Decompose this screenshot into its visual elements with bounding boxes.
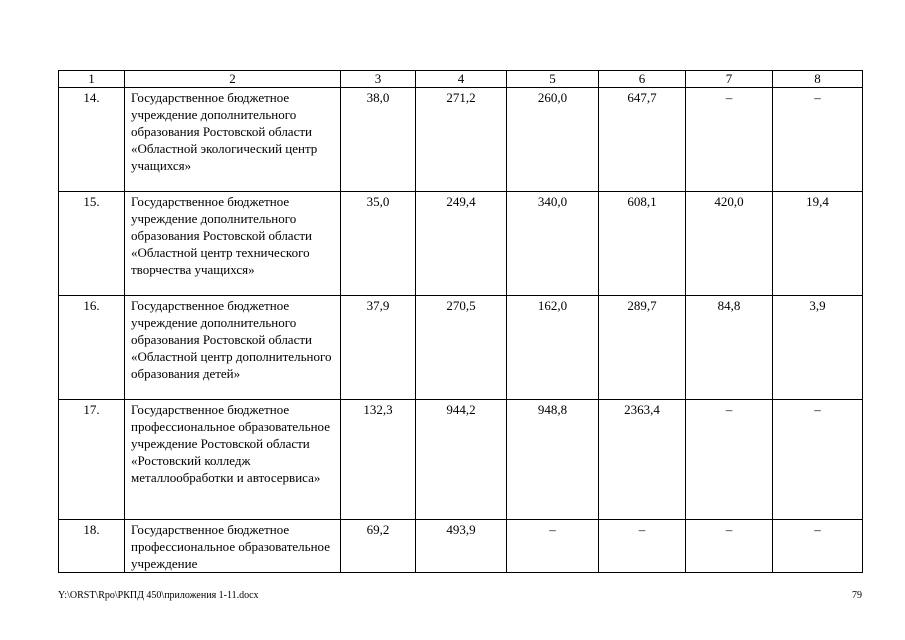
row-number: 18. (59, 520, 125, 573)
institution-name: Государственное бюджетное учреждение дополнительного образования Ростовской области «Областной экологический центр учащихся» (125, 88, 341, 192)
institution-name: Государственное бюджетное учреждение дополнительного образования Ростовской области «Областной центр дополнительного образования детей» (125, 296, 341, 400)
value-cell: 132,3 (341, 400, 416, 520)
table-row (59, 88, 863, 192)
value-cell: 37,9 (341, 296, 416, 400)
table-header-row (59, 71, 863, 88)
column-header: 6 (599, 71, 686, 88)
page-number: 79 (852, 590, 862, 601)
value-cell: 647,7 (599, 88, 686, 192)
table-row (59, 192, 863, 296)
value-cell: 69,2 (341, 520, 416, 573)
value-cell: 19,4 (773, 192, 863, 296)
value-cell: – (773, 520, 863, 573)
value-cell: – (507, 520, 599, 573)
value-cell: 271,2 (416, 88, 507, 192)
row-number: 14. (59, 88, 125, 192)
column-header: 5 (507, 71, 599, 88)
value-cell: 493,9 (416, 520, 507, 573)
budget-table (58, 70, 863, 573)
column-header: 8 (773, 71, 863, 88)
value-cell: – (773, 88, 863, 192)
institution-name: Государственное бюджетное профессиональное образовательное учреждение Ростовской области «Ростовский колледж металлообработки и автосервиса» (125, 400, 341, 520)
value-cell: 270,5 (416, 296, 507, 400)
value-cell: 420,0 (686, 192, 773, 296)
value-cell: – (686, 88, 773, 192)
value-cell: 340,0 (507, 192, 599, 296)
value-cell: 2363,4 (599, 400, 686, 520)
value-cell: 162,0 (507, 296, 599, 400)
value-cell: 948,8 (507, 400, 599, 520)
column-header: 1 (59, 71, 125, 88)
institution-name: Государственное бюджетное учреждение дополнительного образования Ростовской области «Областной центр технического творчества учащихся» (125, 192, 341, 296)
institution-name: Государственное бюджетное профессиональное образовательное учреждение (125, 520, 341, 573)
value-cell: 84,8 (686, 296, 773, 400)
row-number: 15. (59, 192, 125, 296)
table-row (59, 400, 863, 520)
table-row (59, 520, 863, 573)
value-cell: 260,0 (507, 88, 599, 192)
value-cell: – (773, 400, 863, 520)
value-cell: 944,2 (416, 400, 507, 520)
value-cell: 608,1 (599, 192, 686, 296)
column-header: 7 (686, 71, 773, 88)
file-path-footer: Y:\ORST\Rpo\РКПД 450\приложения 1-11.docx (58, 590, 259, 601)
value-cell: – (686, 400, 773, 520)
table-row (59, 296, 863, 400)
value-cell: 3,9 (773, 296, 863, 400)
row-number: 16. (59, 296, 125, 400)
value-cell: 249,4 (416, 192, 507, 296)
row-number: 17. (59, 400, 125, 520)
column-header: 2 (125, 71, 341, 88)
value-cell: – (686, 520, 773, 573)
value-cell: 289,7 (599, 296, 686, 400)
column-header: 4 (416, 71, 507, 88)
value-cell: 38,0 (341, 88, 416, 192)
column-header: 3 (341, 71, 416, 88)
value-cell: 35,0 (341, 192, 416, 296)
value-cell: – (599, 520, 686, 573)
